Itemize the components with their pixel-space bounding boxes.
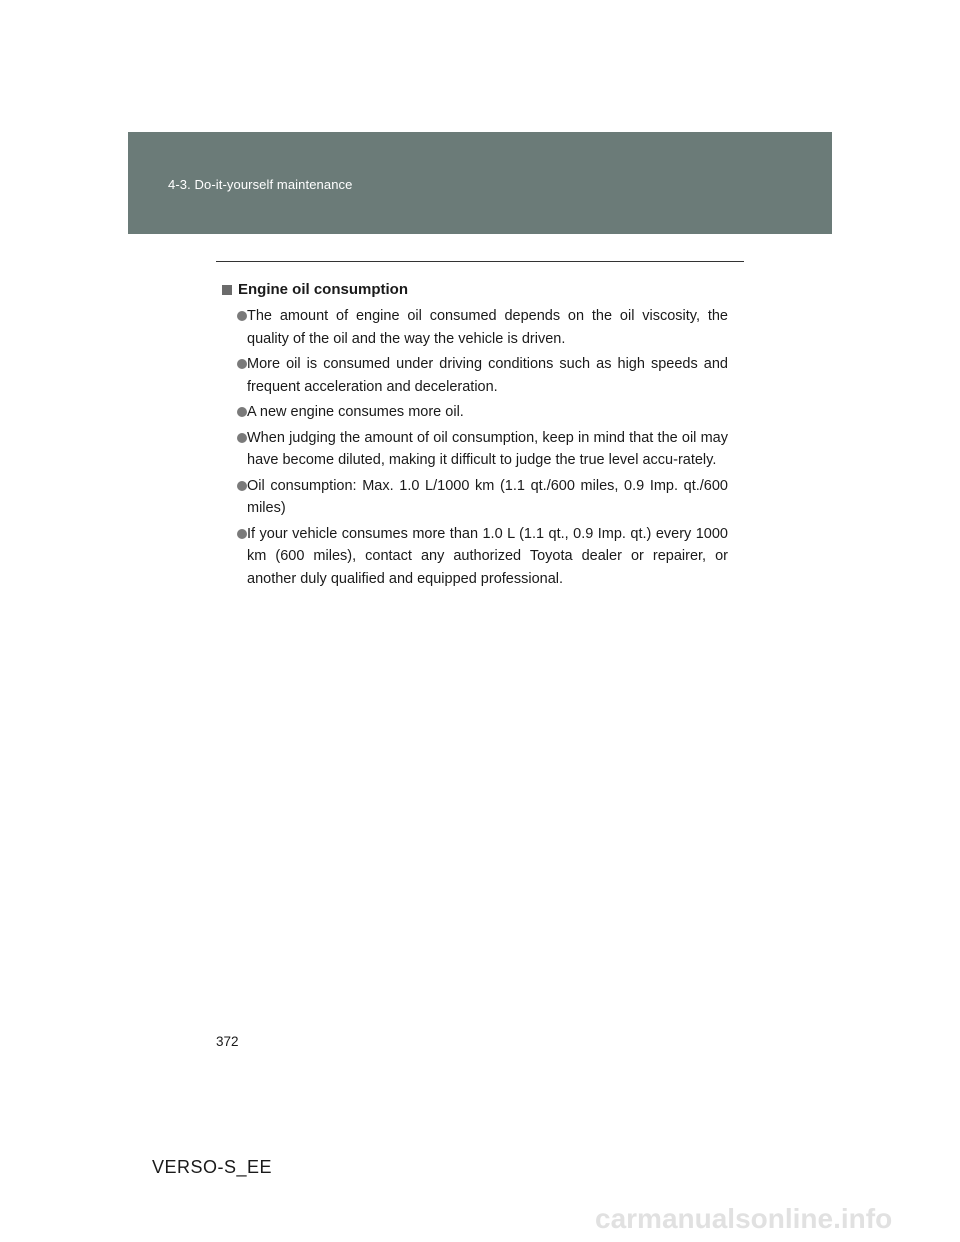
round-bullet-icon bbox=[237, 407, 247, 417]
section-heading bbox=[222, 279, 728, 301]
round-bullet-icon bbox=[237, 359, 247, 369]
bullet-text: More oil is consumed under driving conditions such as high speeds and frequent acceleration and deceleration. bbox=[247, 356, 728, 395]
list-item bbox=[222, 427, 728, 472]
square-bullet-icon bbox=[222, 285, 232, 295]
bullet-text: A new engine consumes more oil. bbox=[247, 404, 464, 420]
main-content bbox=[222, 279, 728, 593]
divider-rule bbox=[216, 261, 744, 262]
bullet-text: If your vehicle consumes more than 1.0 L (1.1 qt., 0.9 Imp. qt.) every 1000 km (600 miles), contact any authorized Toyota dealer or repairer, or another duly qualified and equipped professional. bbox=[247, 525, 728, 587]
round-bullet-icon bbox=[237, 311, 247, 321]
bullet-text: The amount of engine oil consumed depends on the oil viscosity, the quality of the oil and the way the vehicle is driven. bbox=[247, 308, 728, 347]
round-bullet-icon bbox=[237, 481, 247, 491]
list-item bbox=[222, 523, 728, 591]
section-heading-text: Engine oil consumption bbox=[238, 281, 408, 298]
section-title: 4-3. Do-it-yourself maintenance bbox=[168, 177, 353, 192]
bullet-text: When judging the amount of oil consumption, keep in mind that the oil may have become diluted, making it difficult to judge the true level accu-rately. bbox=[247, 429, 728, 468]
list-item bbox=[222, 305, 728, 350]
bullet-list bbox=[222, 305, 728, 590]
list-item bbox=[222, 475, 728, 520]
list-item bbox=[222, 401, 728, 424]
list-item bbox=[222, 353, 728, 398]
section-header-band bbox=[128, 132, 832, 234]
round-bullet-icon bbox=[237, 529, 247, 539]
bullet-text: Oil consumption: Max. 1.0 L/1000 km (1.1 qt./600 miles, 0.9 Imp. qt./600 miles) bbox=[247, 477, 728, 516]
page-number: 372 bbox=[216, 1034, 239, 1049]
round-bullet-icon bbox=[237, 433, 247, 443]
watermark: carmanualsonline.info bbox=[595, 1203, 893, 1234]
document-code: VERSO-S_EE bbox=[152, 1157, 273, 1177]
